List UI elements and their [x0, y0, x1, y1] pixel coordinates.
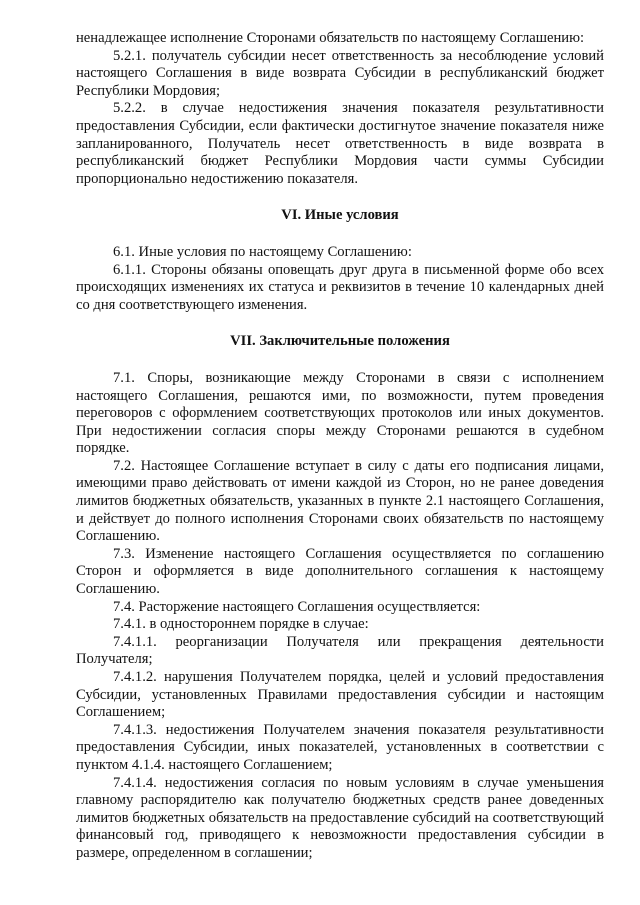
paragraph-7-2: 7.2. Настоящее Соглашение вступает в силу с даты его подписания лицами, имеющими право действовать от имени каждой из Сторон, но не ранее доведения лимитов бюджетных обязательств, указанных в пункте 2.1 настоящего Соглашения, и действует до полного исполнения Сторонами своих обязательств по настоящему Соглашению.	[76, 457, 604, 545]
paragraph-7-1: 7.1. Споры, возникающие между Сторонами в связи с исполнением настоящего Соглашения, решаются ими, по возможности, путем проведения переговоров с оформлением соответствующих протоколов или иных документов. При недостижении согласия споры между Сторонами решаются в судебном порядке.	[76, 369, 604, 457]
paragraph-7-4-1-3: 7.4.1.3. недостижения Получателем значения показателя результативности предоставления Субсидии, иных показателей, установленных в соответствии с пунктом 4.1.4. настоящего Соглашением;	[76, 721, 604, 773]
section-heading-vi: VI. Иные условия	[281, 207, 399, 224]
paragraph-5-2-1: 5.2.1. получатель субсидии несет ответственность за несоблюдение условий настоящего Соглашения в виде возврата Субсидии в республиканский бюджет Республики Мордовия;	[76, 47, 604, 99]
paragraph-7-4-1-4: 7.4.1.4. недостижения согласия по новым условиям в случае уменьшения главному распорядителю как получателю бюджетных средств ранее доведенных лимитов бюджетных обязательств на предоставление субсидий на соответствующий финансовый год, приводящего к невозможности предоставления субсидии в размере, определенном в соглашении;	[76, 774, 604, 861]
section-heading-vii: VII. Заключительные положения	[230, 333, 450, 350]
paragraph-6-1: 6.1. Иные условия по настоящему Соглашению:	[113, 243, 412, 260]
paragraph-continuation: ненадлежащее исполнение Сторонами обязательств по настоящему Соглашению:	[76, 30, 585, 46]
paragraph-5-2-2: 5.2.2. в случае недостижения значения показателя результативности предоставления Субсидии, если фактически достигнутое значение показателя ниже запланированного, Получатель несет ответственность в виде возврата в республиканский бюджет Республики Мордовия части суммы Субсидии пропорционально недостижению показателя.	[76, 100, 604, 187]
paragraph-7-4-1: 7.4.1. в одностороннем порядке в случае:	[113, 616, 369, 633]
paragraph-7-4-1-2: 7.4.1.2. нарушения Получателем порядка, целей и условий предоставления Субсидии, установленных Правилами предоставления субсидии и настоящим Соглашением;	[76, 669, 604, 721]
paragraph-7-4-1-1: 7.4.1.1. реорганизации Получателя или прекращения деятельности Получателя;	[76, 633, 604, 668]
paragraph-7-3: 7.3. Изменение настоящего Соглашения осуществляется по соглашению Сторон и оформляется в виде дополнительного соглашения к настоящему Соглашению.	[76, 545, 604, 598]
paragraph-7-4: 7.4. Расторжение настоящего Соглашения осуществляется:	[113, 598, 481, 615]
paragraph-6-1-1: 6.1.1. Стороны обязаны оповещать друг друга в письменной форме обо всех происходящих изменениях их статуса и реквизитов в течение 10 календарных дней со дня соответствующего изменения.	[76, 261, 604, 313]
